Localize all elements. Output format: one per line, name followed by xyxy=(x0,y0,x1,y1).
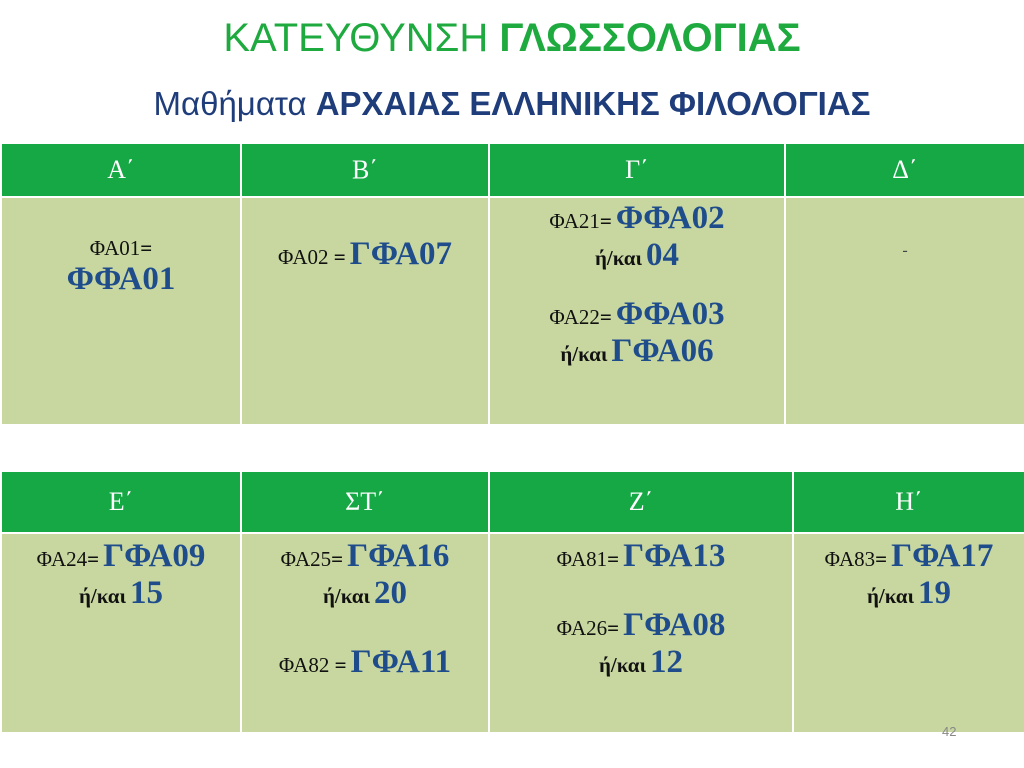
header-cell: Γ΄ xyxy=(489,143,785,197)
slide-title xyxy=(0,12,1024,64)
equivalent-course: ΦΦΑ01 xyxy=(66,261,176,297)
equivalent-course: ΓΦΑ17 xyxy=(891,538,994,574)
alternative-course: 12 xyxy=(650,644,684,680)
equivalent-course: ΦΦΑ03 xyxy=(615,296,725,332)
header-cell: Α΄ xyxy=(1,143,241,197)
equivalent-course: ΓΦΑ07 xyxy=(349,236,453,272)
course-cell-z xyxy=(489,533,793,733)
course-cell-h xyxy=(793,533,1024,733)
courses-table-2 xyxy=(0,470,1024,734)
alternative-course: ΓΦΑ06 xyxy=(611,333,714,369)
header-row xyxy=(1,143,1024,197)
course-cell-c xyxy=(489,197,785,425)
alternative-course: 15 xyxy=(130,575,164,611)
courses-table-1 xyxy=(0,142,1024,426)
course-row xyxy=(1,533,1024,733)
alternative-course: 20 xyxy=(374,575,408,611)
course-code: ΦΑ82 xyxy=(278,653,335,677)
course-cell-e xyxy=(1,533,241,733)
equals-sign: = xyxy=(333,245,346,269)
equals-sign: = xyxy=(875,547,888,571)
course-row xyxy=(1,197,1024,425)
and-or-label: ή/και xyxy=(560,342,608,366)
equals-sign: = xyxy=(140,236,153,260)
course-code: ΦΑ83 xyxy=(824,547,876,571)
and-or-label: ή/και xyxy=(322,584,371,608)
equivalent-course: ΦΦΑ02 xyxy=(615,200,725,236)
and-or-label: ή/και xyxy=(594,246,643,270)
course-code: ΦΑ81 xyxy=(556,547,608,571)
course-code: ΦΑ26 xyxy=(556,616,608,640)
title-normal: ΚΑΤΕΥΘΥΝΣΗ xyxy=(223,16,489,60)
course-code: ΦΑ21 xyxy=(549,209,600,233)
equivalent-course: ΓΦΑ16 xyxy=(347,538,450,574)
header-cell: ΣΤ΄ xyxy=(241,471,489,533)
equals-sign: = xyxy=(607,547,620,571)
alternative-course: 04 xyxy=(646,237,680,273)
empty-dash: - xyxy=(902,242,908,259)
header-cell: Η΄ xyxy=(793,471,1024,533)
equals-sign: = xyxy=(599,305,612,329)
title-bold: ΓΛΩΣΣΟΛΟΓΙΑΣ xyxy=(499,16,801,60)
header-row xyxy=(1,471,1024,533)
equals-sign: = xyxy=(599,209,612,233)
course-code: ΦΑ25 xyxy=(280,547,332,571)
header-cell: Ζ΄ xyxy=(489,471,793,533)
course-code: ΦΑ02 xyxy=(277,245,334,269)
equivalent-course: ΓΦΑ11 xyxy=(350,644,452,680)
header-cell: Δ΄ xyxy=(785,143,1024,197)
and-or-label: ή/και xyxy=(78,584,127,608)
course-code: ΦΑ22 xyxy=(549,305,600,329)
equals-sign: = xyxy=(331,547,344,571)
equivalent-course: ΓΦΑ13 xyxy=(623,538,726,574)
header-cell: Β΄ xyxy=(241,143,489,197)
and-or-label: ή/και xyxy=(866,584,915,608)
course-cell-b xyxy=(241,197,489,425)
subtitle-bold: ΑΡΧΑΙΑΣ ΕΛΛΗΝΙΚΗΣ ΦΙΛΟΛΟΓΙΑΣ xyxy=(315,85,871,122)
alternative-course: 19 xyxy=(918,575,952,611)
slide-subtitle xyxy=(0,82,1024,126)
course-cell-d xyxy=(785,197,1024,425)
equals-sign: = xyxy=(607,616,620,640)
course-cell-a xyxy=(1,197,241,425)
course-code: ΦΑ01 xyxy=(89,236,141,260)
course-cell-st xyxy=(241,533,489,733)
equals-sign: = xyxy=(334,653,347,677)
equivalent-course: ΓΦΑ08 xyxy=(623,607,726,643)
header-cell: Ε΄ xyxy=(1,471,241,533)
equals-sign: = xyxy=(87,547,100,571)
page-number: 42 xyxy=(942,724,957,739)
and-or-label: ή/και xyxy=(598,653,647,677)
course-code: ΦΑ24 xyxy=(36,547,88,571)
equivalent-course: ΓΦΑ09 xyxy=(103,538,206,574)
subtitle-normal: Μαθήματα xyxy=(153,85,307,122)
